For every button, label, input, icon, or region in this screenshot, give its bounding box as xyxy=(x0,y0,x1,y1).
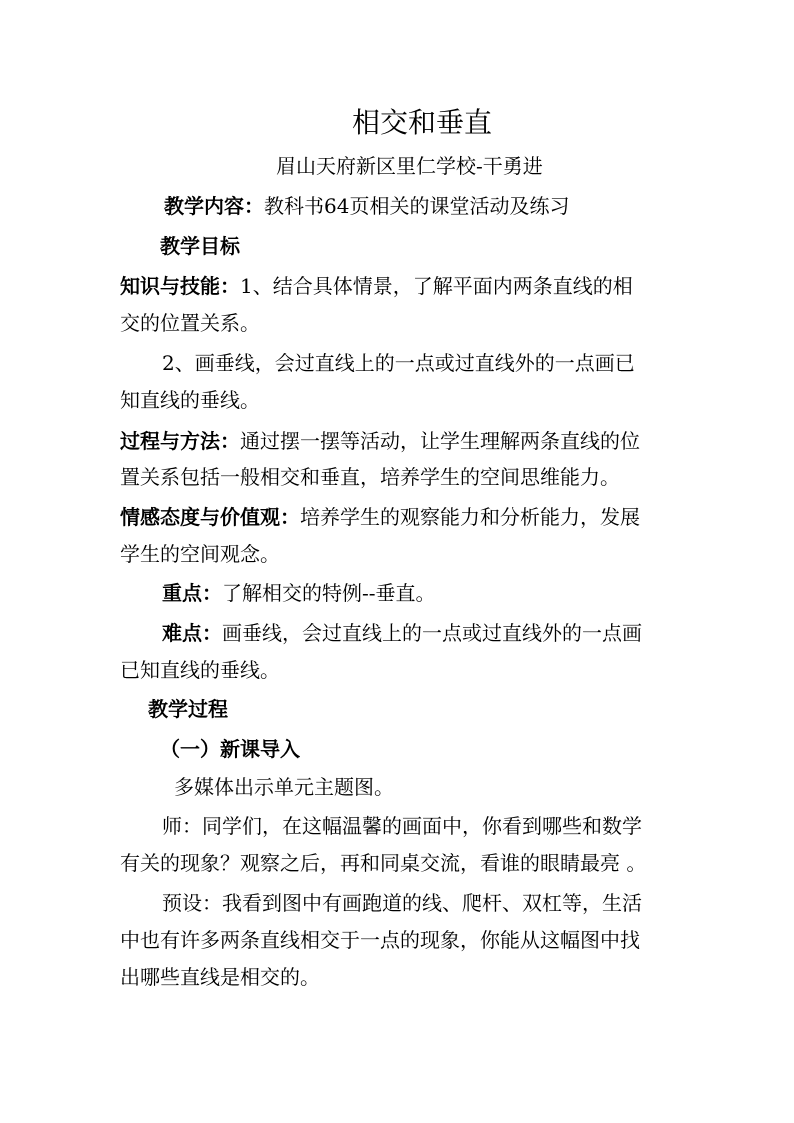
teaching-goals-heading: 教学目标 xyxy=(160,234,240,258)
knowledge-text-1: 1、结合具体情景，了解平面内两条直线的相 xyxy=(240,274,633,298)
difficulty-text-1: 画垂线，会过直线上的一点或过直线外的一点画 xyxy=(222,621,642,645)
body-paragraph-3-line-1: 预设：我看到图中有画跑道的线、爬杆、双杠等，生活 xyxy=(162,891,642,915)
emotion-line-2: 学生的空间观念。 xyxy=(120,542,280,566)
body-paragraph-1: 多媒体出示单元主题图。 xyxy=(174,775,394,799)
teaching-content-label: 教学内容： xyxy=(164,194,264,218)
author-line: 眉山天府新区里仁学校-干勇进 xyxy=(276,154,543,178)
difficulty-label: 难点： xyxy=(162,621,222,645)
emotion-text-1: 培养学生的观察能力和分析能力，发展 xyxy=(300,505,640,529)
knowledge-line-3: 2、画垂线，会过直线上的一点或过直线外的一点画已 xyxy=(162,351,635,375)
key-point-label: 重点： xyxy=(162,581,222,605)
knowledge-line-2: 交的位置关系。 xyxy=(120,311,260,335)
process-method-line-2: 置关系包括一般相交和垂直，培养学生的空间思维能力。 xyxy=(120,465,620,489)
process-method-text-1: 通过摆一摆等活动，让学生理解两条直线的位 xyxy=(240,429,640,453)
difficulty-line-1 xyxy=(162,621,642,645)
teaching-process-heading: 教学过程 xyxy=(148,697,228,721)
knowledge-line-1 xyxy=(120,274,633,298)
process-method-label: 过程与方法： xyxy=(120,429,240,453)
emotion-line-1 xyxy=(120,505,640,529)
section-1-heading: （一）新课导入 xyxy=(160,737,300,761)
body-paragraph-2-line-1: 师：同学们，在这幅温馨的画面中，你看到哪些和数学 xyxy=(162,814,642,838)
emotion-label: 情感态度与价值观： xyxy=(120,505,300,529)
knowledge-line-4: 知直线的垂线。 xyxy=(120,388,260,412)
key-point-text: 了解相交的特例--垂直。 xyxy=(222,581,436,605)
key-point-line xyxy=(162,581,436,605)
difficulty-line-2: 已知直线的垂线。 xyxy=(120,658,280,682)
teaching-content-line xyxy=(164,194,569,218)
body-paragraph-2-line-2: 有关的现象？观察之后，再和同桌交流，看谁的眼睛最亮 。 xyxy=(120,851,647,875)
document-title: 相交和垂直 xyxy=(351,106,492,139)
body-paragraph-3-line-2: 中也有许多两条直线相交于一点的现象，你能从这幅图中找 xyxy=(120,928,640,952)
body-paragraph-3-line-3: 出哪些直线是相交的。 xyxy=(120,965,320,989)
knowledge-label: 知识与技能： xyxy=(120,274,240,298)
process-method-line-1 xyxy=(120,429,640,453)
teaching-content-text: 教科书64页相关的课堂活动及练习 xyxy=(264,194,570,218)
